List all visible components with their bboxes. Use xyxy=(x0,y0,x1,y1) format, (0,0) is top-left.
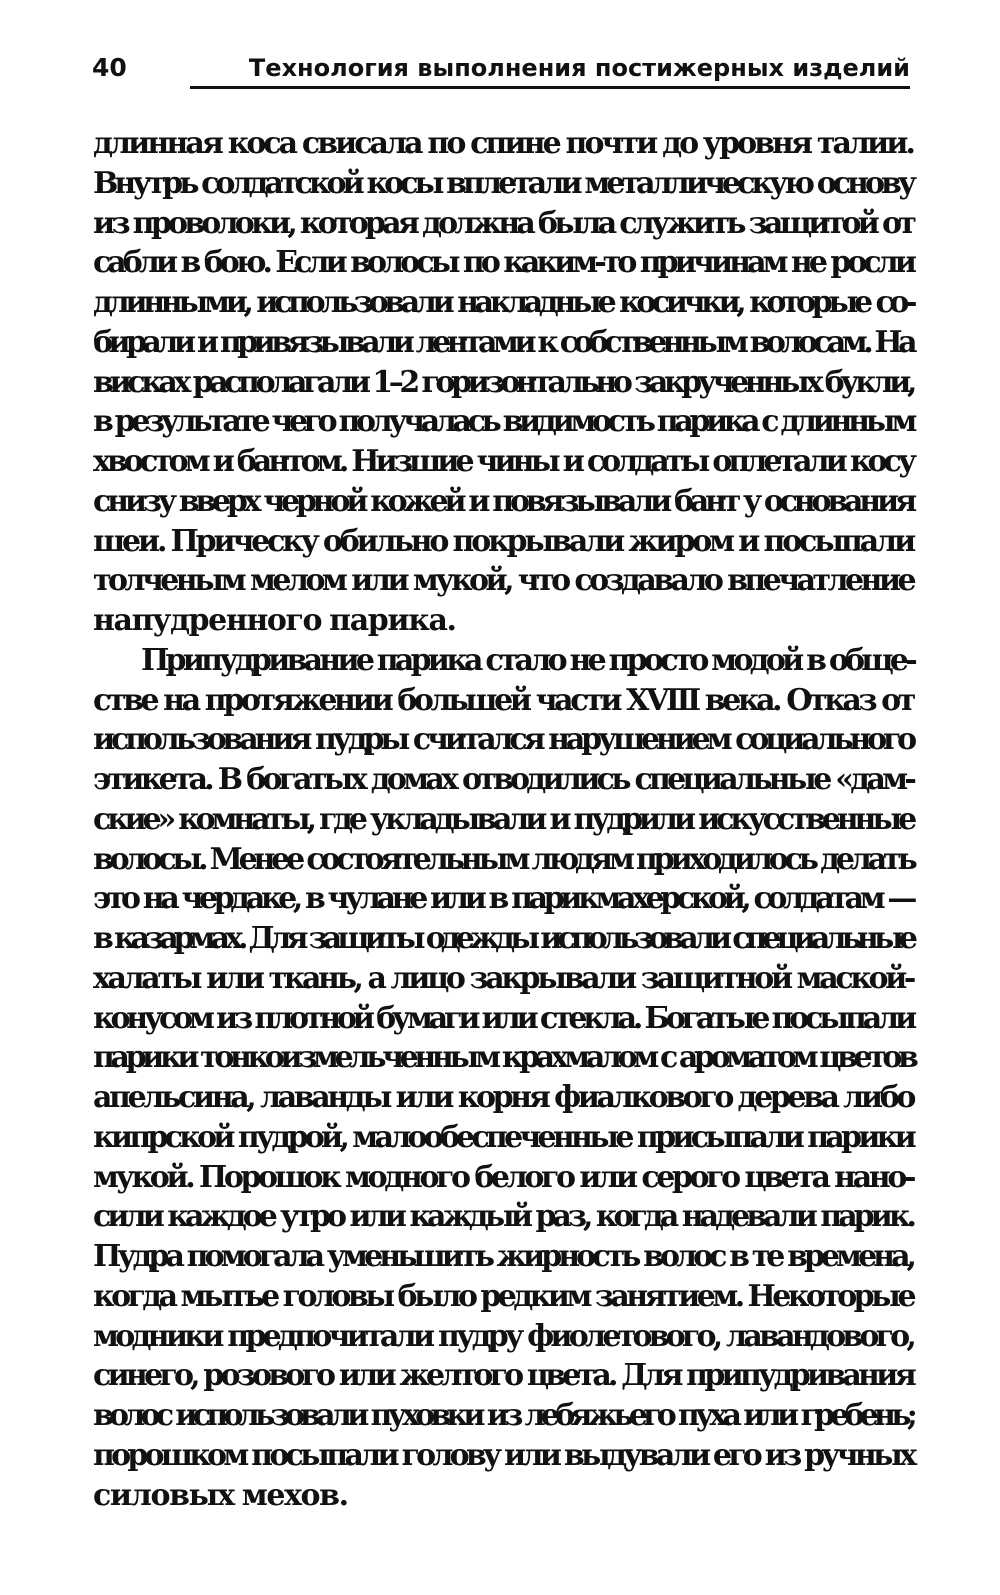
text-line: сили каждое утро или каждый раз, когда надевали парик. xyxy=(93,1199,913,1235)
text-line: бирали и привязывали лентами к собственным волосам. На xyxy=(93,324,913,360)
text-line: Пудра помогала уменьшить жирность волос в те времена, xyxy=(93,1239,913,1274)
text-line: напудренного парика. xyxy=(93,603,456,638)
text-line: в результате чего получалась видимость парика с длинным xyxy=(93,404,913,440)
text-line: длинная коса свисала по спине почти до уровня талии. xyxy=(93,126,913,161)
text-line: когда мытье головы было редким занятием. Некоторые xyxy=(93,1278,913,1314)
text-line: висках располагали 1–2 горизонтально закрученных букли, xyxy=(93,364,913,400)
header-rule xyxy=(190,86,910,89)
text-line: шеи. Прическу обильно покрывали жиром и посыпали xyxy=(93,523,913,559)
text-line: использования пудры считался нарушением социального xyxy=(93,722,913,758)
text-line: силовых мехов. xyxy=(93,1477,348,1513)
text-line: парики тонкоизмельченным крахмалом с ароматом цветов xyxy=(93,1040,915,1076)
body-text xyxy=(93,124,913,1515)
text-line: мукой. Порошок модного белого или серого цвета нано- xyxy=(93,1159,913,1195)
text-line: снизу вверх черной кожей и повязывали бант у основания xyxy=(93,483,913,519)
text-line: ские» комнаты, где укладывали и пудрили искусственные xyxy=(93,801,913,837)
text-line: длинными, использовали накладные косички, которые со- xyxy=(93,285,913,320)
text-line: этикета. В богатых домах отводились специальные «дам- xyxy=(93,762,913,797)
text-line: апельсина, лаванды или корня фиалкового дерева либо xyxy=(93,1080,913,1115)
text-line: волосы. Менее состоятельным людям приходилось делать xyxy=(93,841,914,877)
text-line: в казармах. Для защиты одежды использовали специальные xyxy=(93,921,913,956)
text-line: халаты или ткань, а лицо закрывали защитной маской- xyxy=(93,960,913,996)
text-line: модники предпочитали пудру фиолетового, лавандового, xyxy=(93,1318,913,1354)
text-line: хвостом и бантом. Низшие чины и солдаты оплетали косу xyxy=(93,444,913,479)
text-line: Внутрь солдатской косы вплетали металлическую основу xyxy=(93,165,913,201)
text-line: Припудривание парика стало не просто модой в обще- xyxy=(141,642,914,678)
text-line: порошком посыпали голову или выдували его из ручных xyxy=(93,1437,914,1473)
text-line: кипрской пудрой, малообеспеченные присыпали парики xyxy=(93,1119,913,1155)
text-line: толченым мелом или мукой, что создавало впечатление xyxy=(93,563,913,599)
text-line: конусом из плотной бумаги или стекла. Богатые посыпали xyxy=(93,1000,913,1036)
running-head xyxy=(92,48,910,82)
text-line: стве на протяжении большей части XVIII века. Отказ от xyxy=(93,682,913,718)
text-line: сабли в бою. Если волосы по каким-то причинам не росли xyxy=(93,245,913,281)
text-line: синего, розового или желтого цвета. Для припудривания xyxy=(93,1358,913,1394)
text-line: это на чердаке, в чулане или в парикмахерской, солдатам — xyxy=(93,881,913,917)
text-line: волос использовали пуховки из лебяжьего пуха или гребень; xyxy=(93,1398,913,1433)
text-line: из проволоки, которая должна была служить защитой от xyxy=(93,205,913,241)
running-title: Технология выполнения постижерных изделий xyxy=(248,54,910,82)
page-number: 40 xyxy=(92,53,127,82)
